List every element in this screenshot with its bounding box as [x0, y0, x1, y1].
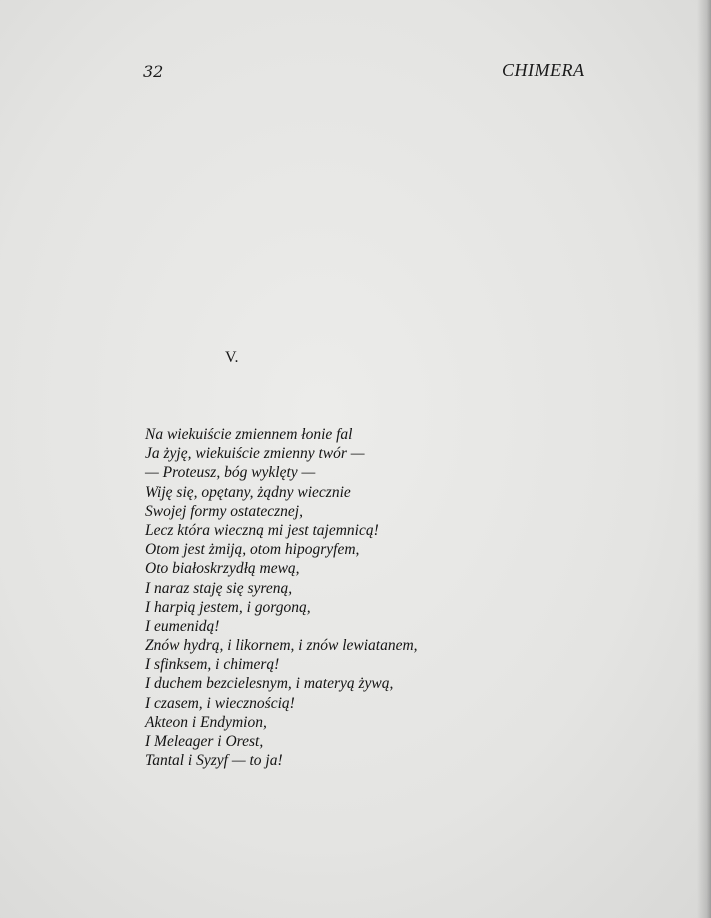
poem-line: I Meleager i Orest,: [145, 733, 264, 750]
poem-stanza: [145, 425, 418, 770]
page-edge-shadow: [697, 0, 711, 918]
poem-line: Tantal i Syzyf — to ja!: [145, 752, 283, 770]
poem-line: I eumenidą!: [145, 617, 220, 635]
poem-line: Swojej formy ostatecznej,: [145, 502, 303, 520]
poem-line: Lecz która wieczną mi jest tajemnicą!: [145, 521, 379, 539]
poem-line: Na wiekuiście zmiennem łonie fal: [145, 426, 353, 443]
poem-line: Otom jest żmiją, otom hipogryfem,: [145, 541, 360, 559]
poem-line: Oto białoskrzydłą mewą,: [145, 560, 300, 578]
poem-line: I naraz staję się syreną,: [145, 579, 293, 597]
poem-line: I duchem bezcielesnym, i materyą żywą,: [145, 675, 394, 693]
poem-line: Znów hydrą, i likornem, i znów lewiatanem,: [145, 637, 418, 655]
poem-line: I harpią jestem, i gorgoną,: [145, 598, 311, 616]
poem-line: I czasem, i wiecznością!: [145, 694, 295, 712]
page-number: 32: [143, 62, 164, 81]
section-numeral: V.: [225, 349, 239, 366]
running-title: CHIMERA: [502, 60, 585, 80]
poem-line: Wiję się, opętany, żądny wiecznie: [145, 483, 351, 501]
poem-line: Akteon i Endymion,: [145, 713, 267, 731]
poem-line: Ja żyję, wiekuiście zmienny twór —: [145, 445, 365, 463]
poem-line: — Proteusz, bóg wyklęty —: [145, 464, 316, 482]
poem-line: I sfinksem, i chimerą!: [145, 656, 280, 674]
